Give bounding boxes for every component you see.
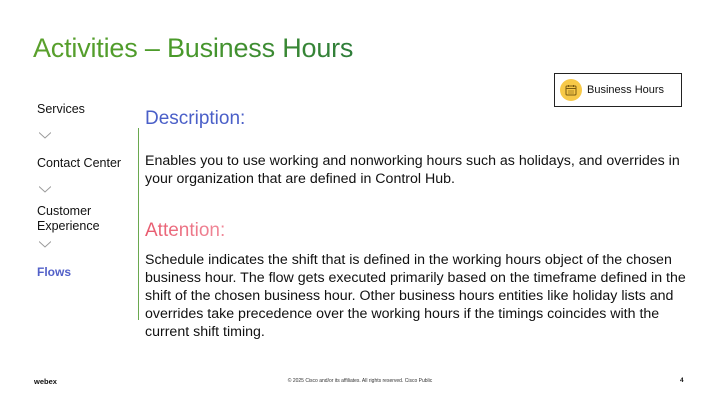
vertical-divider [138, 128, 139, 320]
description-text: Enables you to use working and nonworking hours such as holidays, and overrides in your organization that are defined in Control Hub. [145, 153, 680, 187]
calendar-icon [560, 79, 582, 101]
badge-label: Business Hours [587, 84, 665, 96]
nav-item-flows[interactable]: Flows [37, 265, 72, 279]
description-heading: Description: [145, 108, 246, 129]
footer-copyright: © 2025 Cisco and/or its affiliates. All rights reserved. Cisco Public [287, 378, 433, 384]
slide-title: Activities – Business Hours [33, 33, 354, 63]
chevron-down-icon [39, 186, 51, 193]
attention-text: Schedule indicates the shift that is defined in the working hours object of the chosen business hour. The flow gets executed primarily based on the timeframe defined in the shift of the chosen business hour. Other business hours entities like holiday lists and overrides take precedence over the working hours if the timings coincides with the current shift timing. [145, 252, 686, 340]
nav-item-contact-center[interactable]: Contact Center [37, 156, 122, 170]
nav-item-services[interactable]: Services [37, 102, 85, 116]
footer-logo: webex [34, 377, 57, 386]
chevron-down-icon [39, 241, 51, 248]
page-number: 4 [680, 377, 684, 384]
nav-item-customer-experience[interactable]: Customer Experience [37, 204, 100, 233]
attention-heading: Attention: [145, 220, 226, 241]
chevron-down-icon [39, 132, 51, 139]
business-hours-badge [554, 73, 682, 107]
